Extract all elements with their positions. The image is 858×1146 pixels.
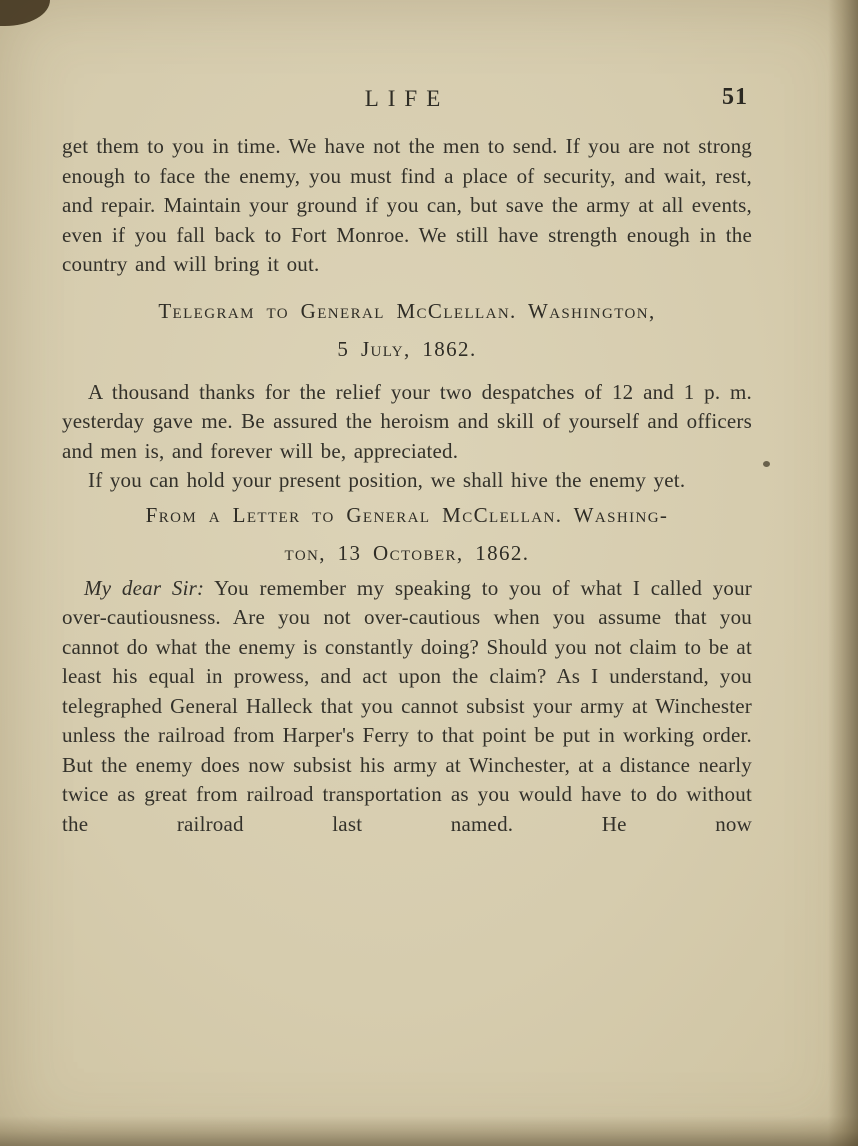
telegram-heading-line-2: 5 July, 1862.	[337, 336, 477, 361]
letter-salutation: My dear Sir:	[84, 575, 205, 600]
scan-edge-bottom	[0, 1116, 858, 1146]
page-header	[62, 86, 752, 118]
letter-heading	[62, 496, 752, 572]
scan-corner-mark	[0, 0, 50, 26]
text-column	[62, 132, 752, 839]
paragraph-continuation: get them to you in time. We have not the men to send. If you are not strong enough to face the enemy, you must find a place of security, and wait, rest, and repair. Maintain your ground if you can, but save the army at all events, even if you fall back to Fort Monroe. We still have strength enough in the country and will bring it out.	[62, 134, 752, 276]
running-title: LIFE	[364, 86, 450, 111]
letter-paragraph	[62, 574, 752, 840]
telegram-heading-line-1: Telegram to General McClellan. Washington,	[158, 298, 656, 323]
letter-heading-line-1: From a Letter to General McClellan. Washing-	[145, 502, 669, 527]
telegram-heading	[62, 292, 752, 368]
telegram-paragraph-1: A thousand thanks for the relief your two despatches of 12 and 1 p. m. yesterday gave me. Be assured the heroism and skill of yourself and officers and men is, and forever will be, appreciated.	[62, 379, 752, 463]
letter-heading-line-2: ton, 13 October, 1862.	[284, 540, 530, 565]
scan-edge-right	[828, 0, 858, 1146]
letter-body: You remember my speaking to you of what I called your over-cautiousness. Are you not over-cautious when you assume that you cannot do what the enemy is constantly doing? Should you not claim to be at least his equal in prowess, and act upon the claim? As I understand, you telegraphed General Halleck that you cannot subsist your army at Winchester unless the railroad from Harper's Ferry to that point be put in working order. But the enemy does now subsist his army at Winchester, at a distance nearly twice as great from railroad transportation as you would have to do without the railroad last named. He now	[62, 575, 752, 836]
telegram-paragraph-2: If you can hold your present position, we shall hive the enemy yet.	[88, 468, 686, 492]
ink-dot	[763, 461, 770, 467]
page-number: 51	[722, 84, 748, 110]
